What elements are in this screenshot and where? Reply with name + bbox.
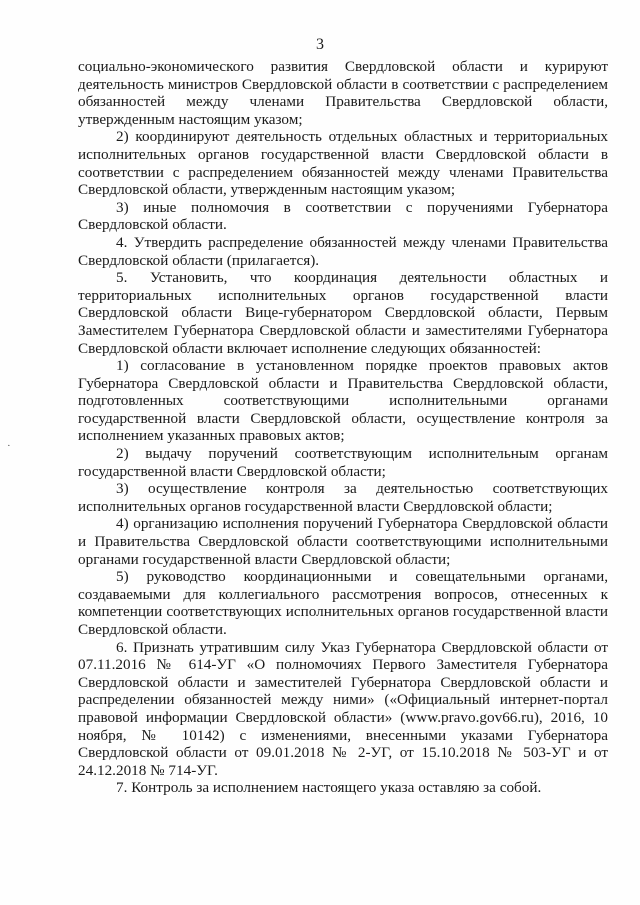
paragraph-item-3: 3) иные полномочия в соответствии с поручениями Губернатора Свердловской области. (78, 198, 608, 234)
page-number: 3 (316, 36, 324, 53)
scan-margin-mark: · (7, 440, 11, 452)
paragraph-continuation: социально-экономического развития Свердловской области и курируют деятельность министров Свердловской области в соответствии с распределением обязанностей между членами Правительства Свердловской области, утвержденным настоящим указом; (78, 58, 608, 128)
document-body (78, 58, 608, 797)
paragraph-5-item-1: 1) согласование в установленном порядке проектов правовых актов Губернатора Свердловской области и Правительства Свердловской области, подготовленных соответствующими исполнительными органами государственной власти Свердловской области, осуществление контроля за исполнением указанных правовых актов; (78, 357, 608, 445)
paragraph-5-item-3: 3) осуществление контроля за деятельностью соответствующих исполнительных органов государственной власти Свердловской области; (78, 480, 608, 515)
paragraph-6: 6. Признать утратившим силу Указ Губернатора Свердловской области от 07.11.2016 № 614-УГ «О полномочиях Первого Заместителя Губернатора Свердловской области и заместителей Губернатора Свердловской области и распределении обязанностей между ними» («Официальный интернет-портал правовой информации Свердловской области» (www.pravo.gov66.ru), 2016, 10 ноября, № 10142) с изменениями, внесенными указами Губернатора Свердловской области от 09.01.2018 № 2-УГ, от 15.10.2018 № 503-УГ и от 24.12.2018 № 714-УГ. (78, 638, 608, 779)
paragraph-4: 4. Утвердить распределение обязанностей между членами Правительства Свердловской области (прилагается). (78, 233, 608, 269)
paragraph-5-item-4: 4) организацию исполнения поручений Губернатора Свердловской области и Правительства Свердловской области соответствующими исполнительными органами государственной власти Свердловской области; (78, 515, 608, 568)
paragraph-item-2: 2) координируют деятельность отдельных областных и территориальных исполнительных органов государственной власти Свердловской области в соответствии с распределением обязанностей между членами Правительства Свердловской области, утвержденным настоящим указом; (78, 128, 608, 199)
paragraph-5-item-2: 2) выдачу поручений соответствующим исполнительным органам государственной власти Свердловской области; (78, 445, 608, 480)
paragraph-7: 7. Контроль за исполнением настоящего указа оставляю за собой. (116, 779, 542, 797)
paragraph-5-item-5: 5) руководство координационными и совещательными органами, создаваемыми для коллегиального рассмотрения вопросов, отнесенных к компетенции соответствующих исполнительных органов государственной власти Свердловской области. (78, 568, 608, 638)
paragraph-5: 5. Установить, что координация деятельности областных и территориальных исполнительных органов государственной власти Свердловской области Вице-губернатором Свердловской области, Первым Заместителем Губернатора Свердловской области и заместителями Губернатора Свердловской области включает исполнение следующих обязанностей: (78, 269, 608, 357)
